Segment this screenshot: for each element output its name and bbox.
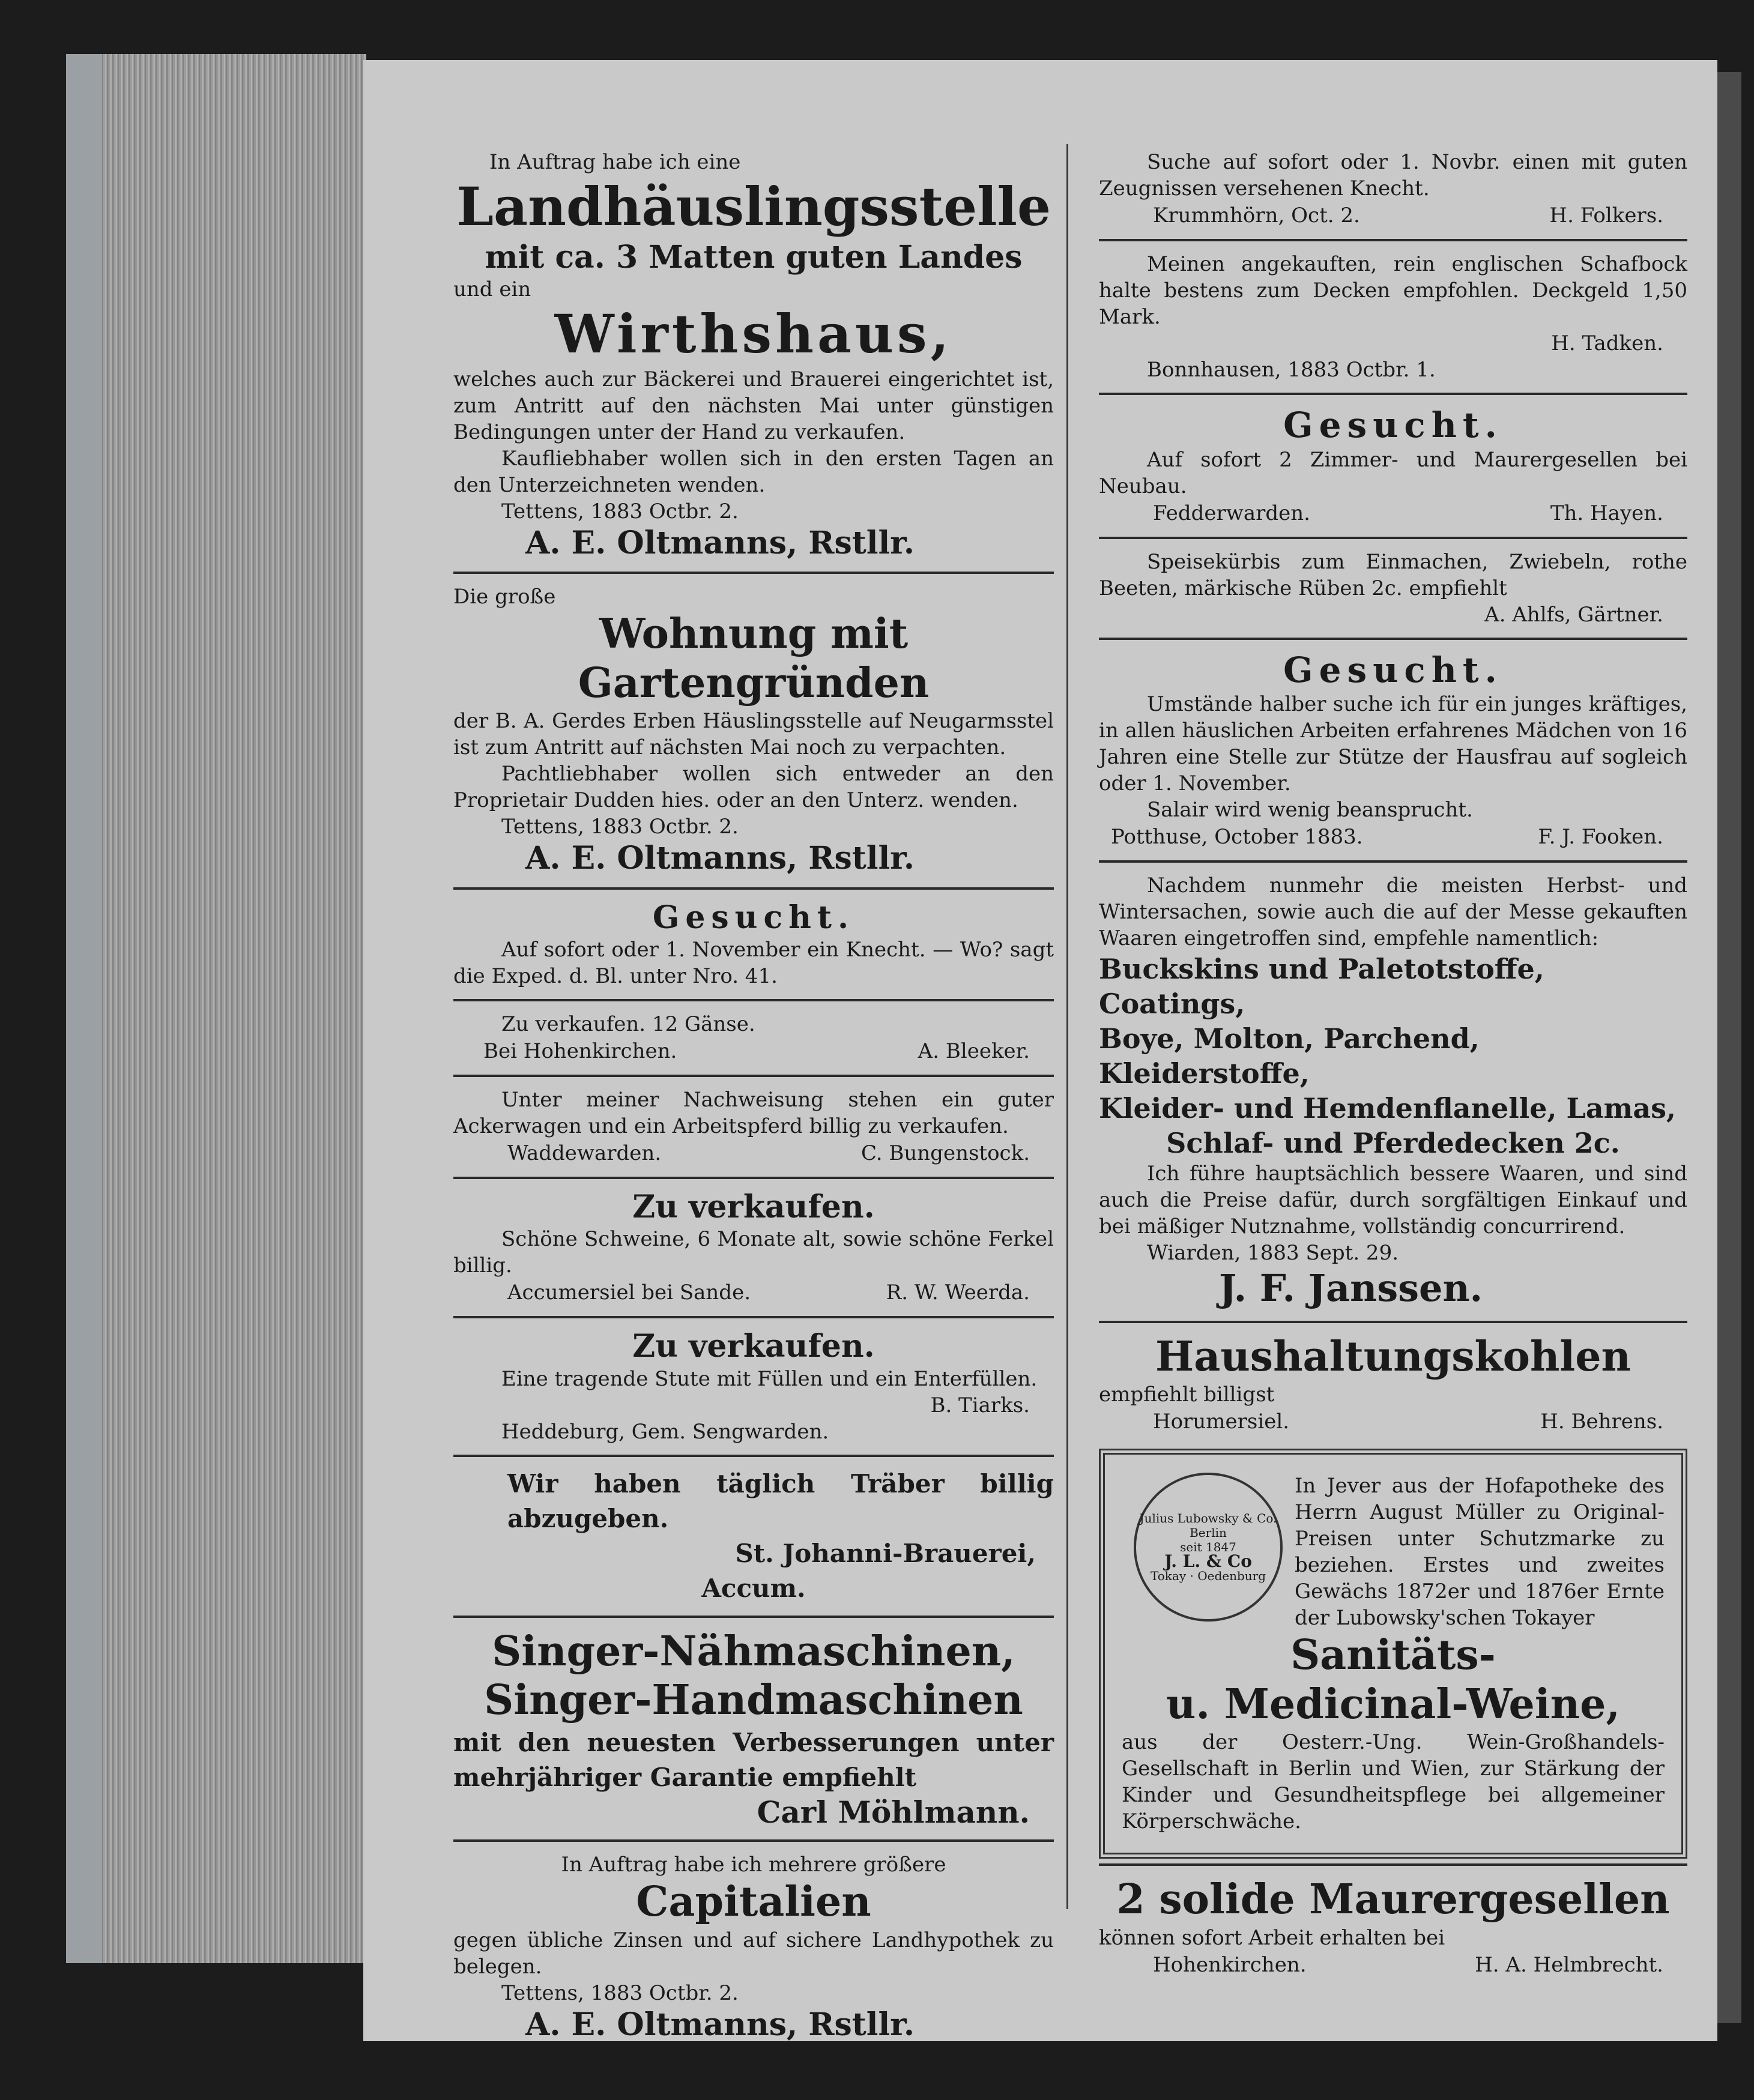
ad-name: Carl Möhlmann. (757, 1794, 1030, 1830)
ad-body: welches auch zur Bäckerei und Brauerei eingerichtet ist, zum Antritt auf den nächsten Mai unter günstigen Bedingungen unter der Hand zu verkaufen. (453, 367, 1054, 444)
ad-place: Waddewarden. (507, 1141, 662, 1165)
ad-signature: A. E. Oltmanns, Rstllr. (525, 2006, 915, 2043)
ad-body: Schöne Schweine, 6 Monate alt, sowie schöne Ferkel billig. (453, 1227, 1054, 1278)
ad-title: Gesucht. (652, 899, 855, 936)
ad-body: Zu verkaufen. 12 Gänse. (501, 1012, 755, 1036)
ad-wohnung (453, 579, 1054, 883)
lubowsky-seal-icon (1134, 1473, 1283, 1622)
rule (1099, 1321, 1687, 1323)
rule (1099, 239, 1687, 241)
ad-body: Umstände halber suche ich für ein junges kräftiges, in allen häuslichen Arbeiten erfahrenes Mädchen von 16 Jahren eine Stelle zur Stütze der Hausfrau auf sogleich oder 1. November. (1099, 692, 1687, 796)
ad-place: Bonnhausen, 1883 Octbr. 1. (1147, 358, 1436, 382)
rule (453, 1075, 1054, 1077)
rule (1099, 393, 1687, 395)
ad-body: Nachdem nunmehr die meisten Herbst- und Wintersachen, sowie auch die auf der Messe gekauften Waaren eingetroffen sind, empfehle namentlich: (1099, 873, 1687, 951)
ad-gaense (453, 1006, 1054, 1070)
ad-place: Fedderwarden. (1153, 501, 1310, 525)
ad-name: R. W. Weerda. (886, 1281, 1030, 1305)
rule (1099, 638, 1687, 640)
ad-body-2: Pachtliebhaber wollen sich entweder an den Proprietair Dudden hies. oder an den Unterz. wenden. (453, 762, 1054, 813)
ad-name: H. Folkers. (1549, 204, 1663, 228)
ad-title: Zu verkaufen. (632, 1188, 875, 1225)
ad-body: können sofort Arbeit erhalten bei (1099, 1925, 1445, 1950)
ad-body: In Jever aus der Hofapotheke des Herrn August Müller zu Original-Preisen unter Schutzmarke zu beziehen. Erstes und zweites Gewächs 1872er und 1876er Ernte der Lubowsky'schen Tokayer (1295, 1474, 1665, 1631)
ad-body: gegen übliche Zinsen und auf sichere Landhypothek zu belegen. (453, 1928, 1054, 1979)
ad-janssen (1099, 867, 1687, 1315)
ad-footer (1099, 499, 1687, 527)
ad-signature: J. F. Janssen. (1219, 1266, 1483, 1311)
ad-title: Zu verkaufen. (632, 1328, 875, 1365)
ad-body-2: Kaufliebhaber wollen sich in den ersten Tagen an den Unterzeichneten wenden. (453, 446, 1054, 497)
ad-speisekuerbis (1099, 544, 1687, 633)
ad-place-date: Tettens, 1883 Octbr. 2. (501, 815, 739, 839)
ad-body: der B. A. Gerdes Erben Häuslingsstelle auf Neugarmsstel ist zum Antritt auf nächsten Mai noch zu verpachten. (453, 709, 1054, 760)
ad-name: C. Bungenstock. (860, 1141, 1030, 1165)
ad-place-date: Tettens, 1883 Octbr. 2. (501, 1981, 739, 2005)
ad-footer (453, 1139, 1054, 1167)
ad-knecht-gesucht (1099, 144, 1687, 234)
ad-intro: In Auftrag habe ich mehrere größere (561, 1852, 946, 1877)
ad-name: B. Tiarks. (930, 1393, 1030, 1417)
ad-goods-line: Boye, Molton, Parchend, Kleiderstoffe, (1099, 1022, 1480, 1090)
ad-title: Landhäuslingsstelle (456, 175, 1051, 238)
ad-place: Accum. (701, 1573, 806, 1603)
ad-body: Wir haben täglich Träber billig abzugeben. (507, 1468, 1054, 1533)
ad-goods-line: Buckskins und Paletotstoffe, Coatings, (1099, 953, 1544, 1021)
ad-body: empfiehlt billigst (1099, 1383, 1275, 1407)
rule (1099, 537, 1687, 539)
seal-letters: J. L. & Co (1164, 1551, 1252, 1572)
seal-top-text: Julius Lubowsky & Co. Berlin (1139, 1511, 1277, 1540)
ad-goods-line: Kleider- und Hemdenflanelle, Lamas, (1099, 1092, 1677, 1125)
seal-bottom-text: Tokay · Oedenburg (1150, 1569, 1266, 1584)
ad-landhaeuslingsstelle (453, 144, 1054, 567)
ad-name: H. Tadken. (1551, 331, 1663, 355)
rule (453, 1616, 1054, 1618)
ad-body: Unter meiner Nachweisung stehen ein guter Ackerwagen und ein Arbeitspferd billig zu verkaufen. (453, 1087, 1054, 1138)
ad-singer (453, 1623, 1054, 1835)
ad-body: Auf sofort 2 Zimmer- und Maurergesellen bei Neubau. (1099, 447, 1687, 498)
right-column (1099, 144, 1687, 1984)
page-right-edge (1717, 72, 1741, 2023)
ad-title: Wohnung mit Gartengründen (578, 609, 930, 707)
ad-place-date: Wiarden, 1883 Sept. 29. (1147, 1241, 1399, 1266)
ad-place: Bei Hohenkirchen. (483, 1039, 677, 1063)
ad-intro: Die große (453, 584, 556, 609)
ad-footer (1099, 202, 1687, 229)
ad-place: Horumersiel. (1153, 1410, 1290, 1434)
ad-signature: A. E. Oltmanns, Rstllr. (525, 840, 915, 877)
ad-footer (453, 1279, 1054, 1306)
ad-place: Hohenkirchen. (1153, 1952, 1307, 1977)
ad-place: Krummhörn, Oct. 2. (1153, 204, 1360, 228)
ad-goods-line: Schlaf- und Pferdedecken 2c. (1166, 1127, 1620, 1160)
ad-body-2: Ich führe hauptsächlich bessere Waaren, und sind auch die Preise dafür, durch sorgfältigen Einkauf und bei mäßiger Nutznahme, vollständig concurrirend. (1099, 1162, 1687, 1239)
ad-name: A. Ahlfs, Gärtner. (1484, 602, 1663, 627)
ad-title: Gesucht. (1283, 649, 1503, 690)
book-cover-edge (66, 54, 102, 1963)
ad-intro: In Auftrag habe ich eine (489, 150, 741, 174)
ad-traeber (453, 1462, 1054, 1611)
ad-name: A. Bleeker. (918, 1039, 1030, 1063)
rule (453, 1177, 1054, 1179)
ad-body: Meinen angekauften, rein englischen Schafbock halte bestens zum Decken empfohlen. Deckgeld 1,50 Mark. (1099, 252, 1687, 329)
rule (453, 1455, 1054, 1457)
ad-body-2: Salair wird wenig beansprucht. (1147, 798, 1473, 822)
ad-subtitle: mit ca. 3 Matten guten Landes (485, 238, 1023, 276)
ad-capitalien (453, 1847, 1054, 2048)
book-page-edges (66, 54, 366, 1963)
ad-title: Capitalien (636, 1877, 871, 1926)
ad-body: Speisekürbis zum Einmachen, Zwiebeln, rothe Beeten, märkische Rüben 2c. empfiehlt (1099, 549, 1687, 600)
ad-footer (1099, 1408, 1687, 1435)
ad-name: H. Behrens. (1540, 1410, 1663, 1434)
ad-footer (1099, 823, 1687, 851)
ad-stute (453, 1323, 1054, 1449)
ad-title-2: u. Medicinal-Weine, (1166, 1680, 1621, 1728)
rule (1099, 1863, 1687, 1866)
ad-title-2: Singer-Handmaschinen (484, 1676, 1023, 1725)
ad-body-2: aus der Oesterr.-Ung. Wein-Großhandels-Gesellschaft in Berlin und Wien, zur Stärkung der Kinder und Gesundheitspflege bei allgemeiner Körperschwäche. (1122, 1730, 1665, 1834)
ad-name: Th. Hayen. (1550, 501, 1663, 525)
ad-title: Gesucht. (1283, 405, 1503, 445)
ad-place: Potthuse, October 1883. (1111, 825, 1363, 849)
ad-title: 2 solide Maurergesellen (1116, 1875, 1670, 1924)
ad-title: Singer-Nähmaschinen, (492, 1627, 1015, 1676)
rule (453, 887, 1054, 890)
ad-body: mit den neuesten Verbesserungen unter mehrjähriger Garantie empfiehlt (453, 1727, 1054, 1792)
ad-name: H. A. Helmbrecht. (1475, 1952, 1663, 1977)
ad-ackerwagen (453, 1082, 1054, 1172)
ad-place-date: Tettens, 1883 Octbr. 2. (501, 499, 739, 523)
ad-haushaltungskohlen (1099, 1328, 1687, 1441)
left-column (453, 144, 1054, 2048)
ad-title: Sanitäts- (1290, 1631, 1496, 1680)
ad-name: St. Johanni-Brauerei, (735, 1538, 1036, 1568)
ad-gesucht-maedchen (1099, 645, 1687, 856)
ad-text: und ein (453, 277, 531, 301)
ad-gesucht-knecht (453, 895, 1054, 994)
ad-title-2: Wirthshaus, (554, 302, 953, 365)
ad-signature: A. E. Oltmanns, Rstllr. (525, 524, 915, 561)
ad-body: Auf sofort oder 1. November ein Knecht. — Wo? sagt die Exped. d. Bl. unter Nro. 41. (453, 937, 1054, 988)
ad-place: Heddeburg, Gem. Sengwarden. (501, 1419, 829, 1444)
ad-tokayer-box (1099, 1449, 1687, 1859)
ad-body: Eine tragende Stute mit Füllen und ein Enterfüllen. (501, 1366, 1038, 1391)
rule (453, 572, 1054, 574)
ad-schafbock (1099, 246, 1687, 388)
ad-schweine (453, 1184, 1054, 1311)
ad-title: Haushaltungskohlen (1155, 1332, 1631, 1381)
ad-gesucht-maurer (1099, 400, 1687, 532)
ad-footer (1099, 1951, 1687, 1979)
ad-name: F. J. Fooken. (1538, 825, 1663, 849)
rule (453, 999, 1054, 1001)
rule (453, 1316, 1054, 1318)
ad-body: Suche auf sofort oder 1. Novbr. einen mit guten Zeugnissen versehenen Knecht. (1099, 150, 1687, 201)
rule (1099, 860, 1687, 863)
ad-place: Accumersiel bei Sande. (507, 1281, 751, 1305)
rule (453, 1839, 1054, 1842)
column-divider (1066, 144, 1068, 1909)
ad-maurergesellen (1099, 1871, 1687, 1984)
seal-mid-text: seit 1847 (1180, 1540, 1236, 1555)
ad-footer (453, 1037, 1054, 1065)
